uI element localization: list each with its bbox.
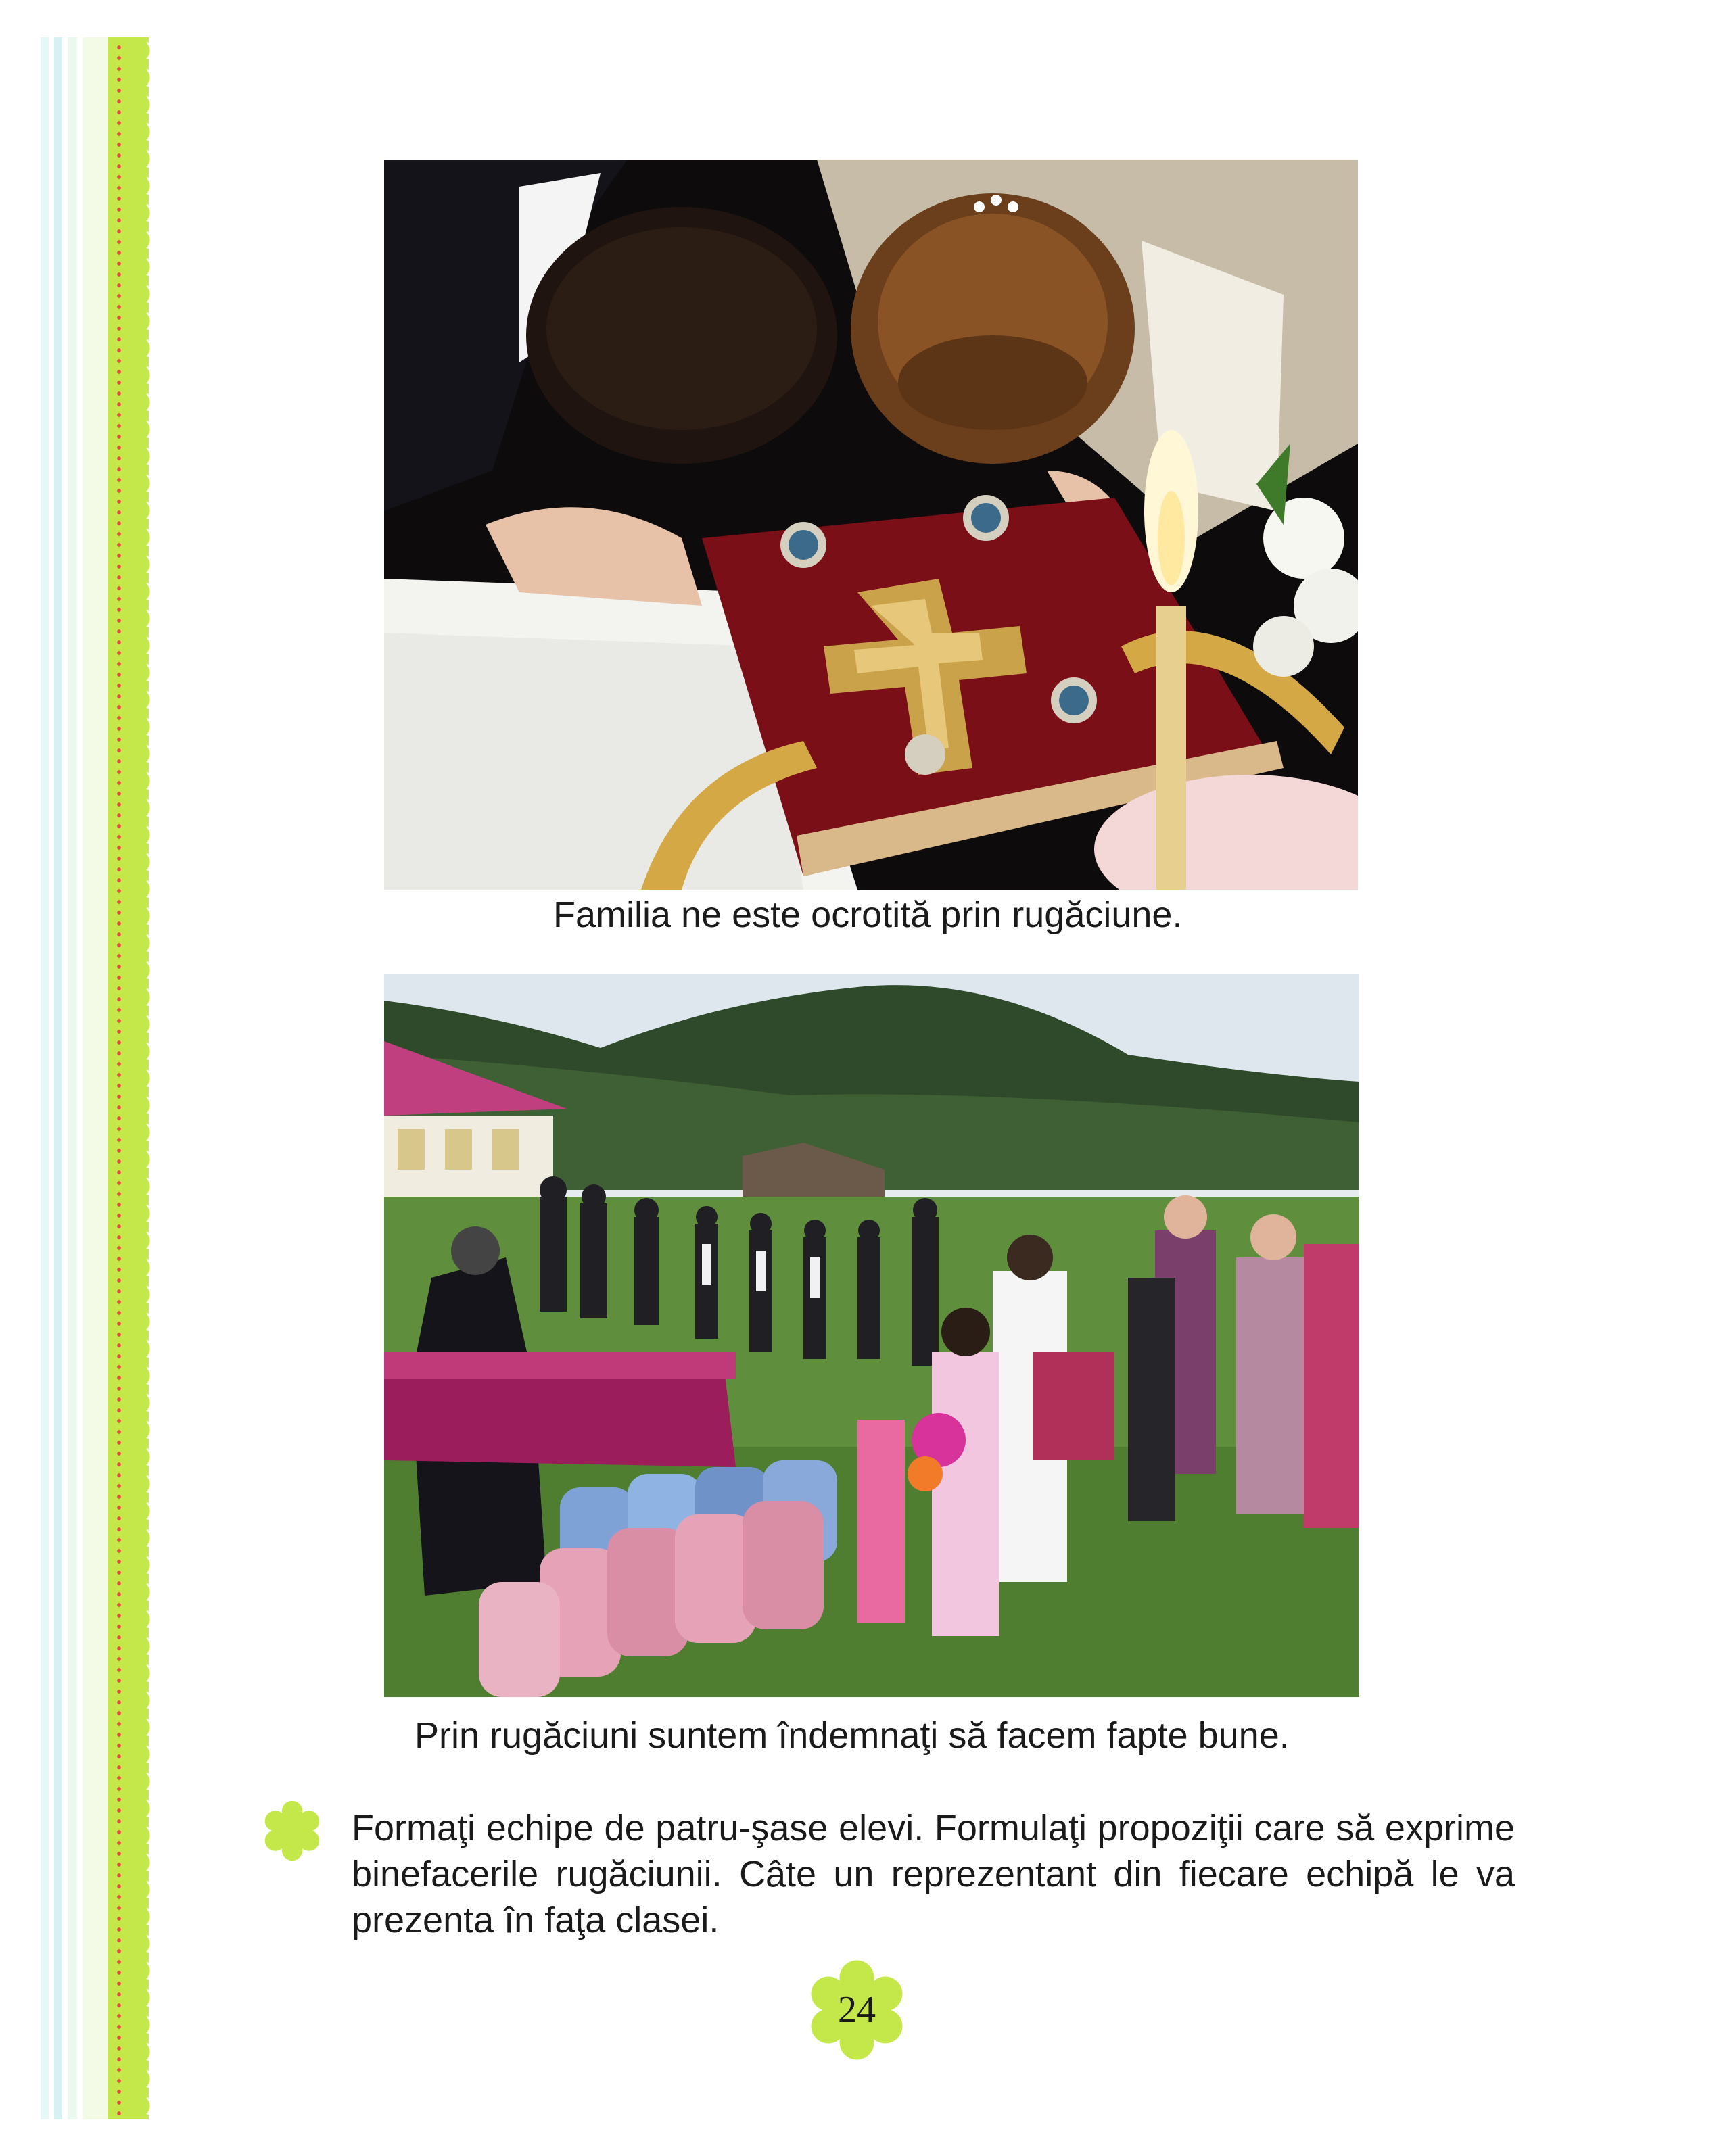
photo-caption: Prin rugăciuni suntem îndemnaţi să facem fapte bune. (415, 1715, 1290, 1756)
photo-outdoor-service (384, 974, 1359, 1697)
decorative-border-stripes (41, 37, 108, 2119)
green-flower-icon (260, 1798, 325, 1863)
decorative-border-scallop (139, 37, 155, 2119)
exercise-text: Formaţi echipe de patru-şase elevi. Formulaţi propoziţii care să exprime binefacerile rugăciunii. Câte un reprezentant din fiecare echipă le va prezenta în faţa clasei. (352, 1808, 1515, 1940)
decorative-border-dots (117, 42, 121, 2115)
photo-wedding-prayer (384, 160, 1358, 890)
photo-caption: Familia ne este ocrotită prin rugăciune. (553, 894, 1183, 935)
page-number-badge (806, 1959, 908, 2061)
page-number: 24 (838, 1989, 876, 2031)
